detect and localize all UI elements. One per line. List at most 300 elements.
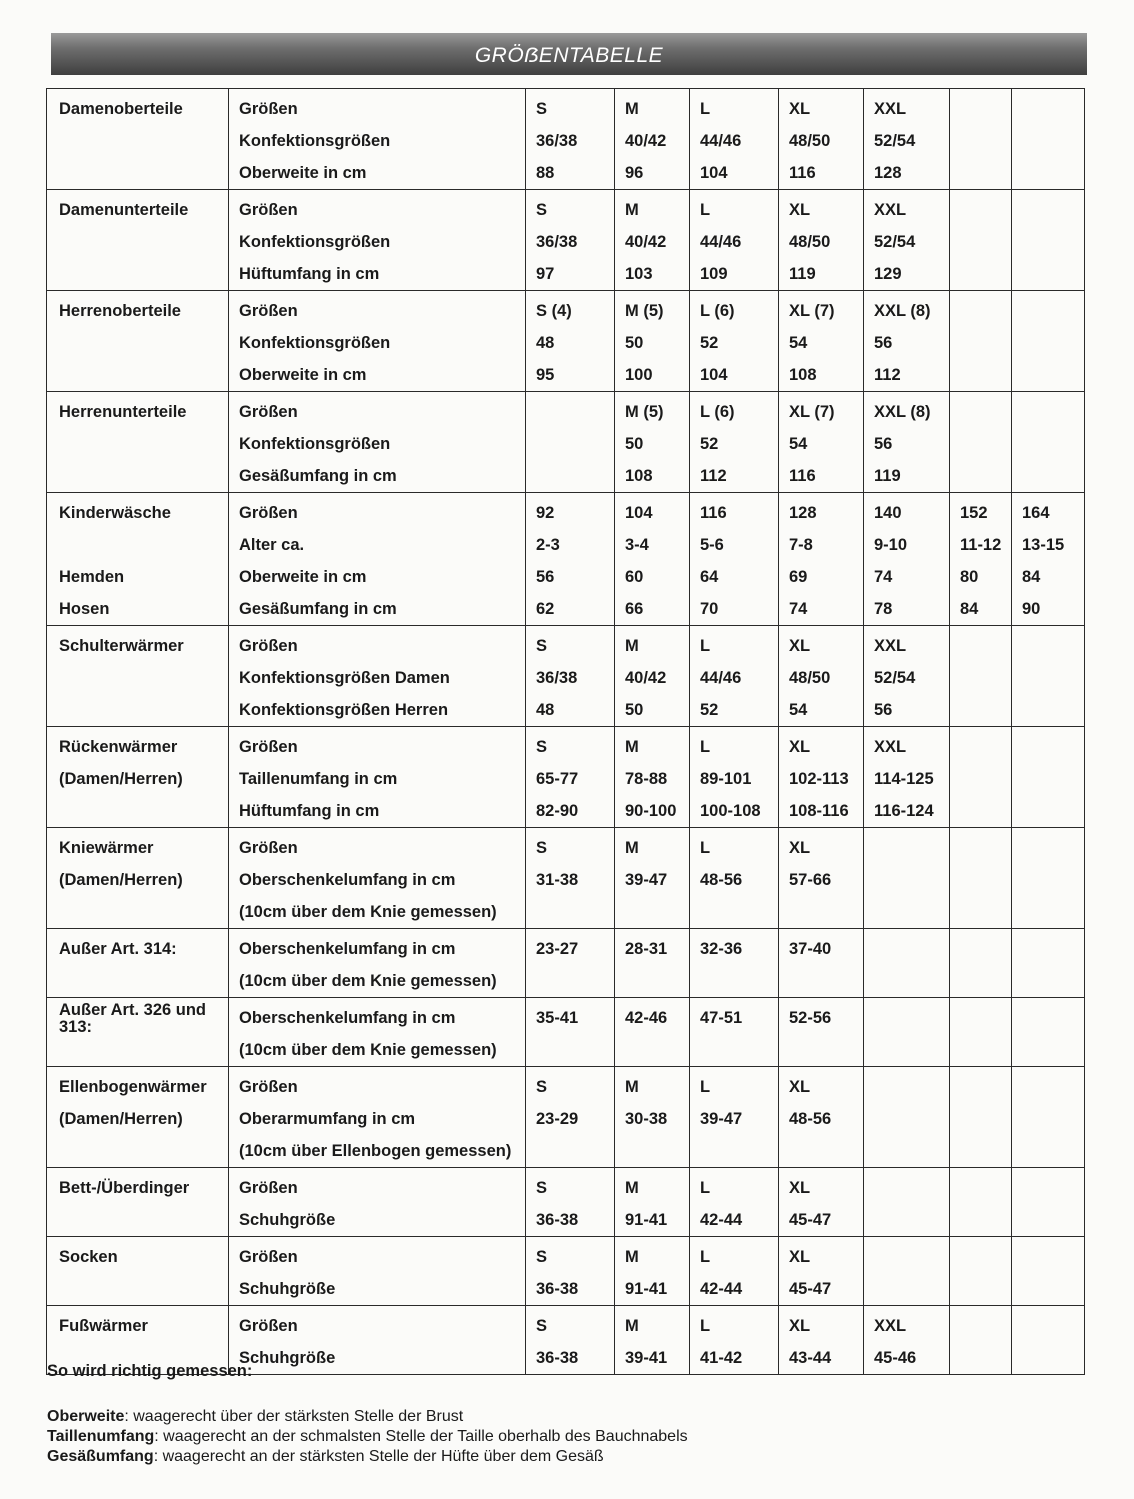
size-value: 108 — [789, 366, 817, 384]
size-value — [536, 965, 606, 997]
size-value: 48/50 — [789, 669, 831, 687]
size-value: 102-113 — [789, 770, 849, 788]
size-value: 48/50 — [789, 233, 831, 251]
size-value: 164 — [1022, 504, 1050, 522]
size-value-cell — [950, 828, 1012, 929]
size-value-cell — [690, 190, 779, 291]
size-value: M — [625, 201, 639, 219]
size-value: 152 — [960, 504, 988, 522]
size-value: XL — [789, 1317, 811, 1335]
size-value — [960, 694, 1003, 726]
size-value: S — [536, 839, 548, 857]
category-label — [59, 359, 220, 391]
measure-label: (10cm über dem Knie gemessen) — [239, 972, 497, 990]
size-value: XL (7) — [789, 403, 835, 421]
size-value: 44/46 — [700, 233, 742, 251]
size-value — [874, 1103, 941, 1135]
category-label: Kniewärmer — [59, 839, 154, 857]
category-label — [59, 327, 220, 359]
size-section-row — [47, 727, 1085, 828]
size-section-row — [47, 190, 1085, 291]
size-value — [1022, 1071, 1076, 1103]
size-value: 40/42 — [625, 132, 667, 150]
size-value: XXL — [874, 201, 907, 219]
size-value — [625, 1135, 681, 1167]
size-value — [874, 1241, 941, 1273]
size-value-cell — [1012, 493, 1085, 626]
size-value — [1022, 630, 1076, 662]
size-value-cell — [690, 626, 779, 727]
size-value: 128 — [789, 504, 817, 522]
size-value — [960, 428, 1003, 460]
size-value-cell — [615, 1237, 690, 1306]
size-value-cell — [526, 493, 615, 626]
size-value: 119 — [789, 265, 816, 283]
size-value — [1022, 864, 1076, 896]
size-value-cell — [615, 626, 690, 727]
measure-label-cell — [229, 493, 526, 626]
size-value-cell — [1012, 1237, 1085, 1306]
size-section-row — [47, 998, 1085, 1067]
size-value — [874, 1002, 941, 1034]
measure-label: Konfektionsgrößen Damen — [239, 669, 450, 687]
size-value — [960, 258, 1003, 290]
size-value: 108-116 — [789, 802, 849, 820]
category-label — [59, 460, 220, 492]
size-value-cell — [864, 392, 950, 493]
size-value-cell — [950, 392, 1012, 493]
size-value: XXL — [874, 100, 907, 118]
size-value: 91-41 — [625, 1280, 668, 1298]
size-value-cell — [1012, 190, 1085, 291]
size-value-cell — [690, 1237, 779, 1306]
size-value — [1022, 694, 1076, 726]
size-value: 109 — [700, 265, 728, 283]
size-value — [1022, 731, 1076, 763]
measure-label: Konfektionsgrößen — [239, 435, 391, 453]
size-value: 2-3 — [536, 536, 560, 554]
size-value — [1022, 896, 1076, 928]
size-value — [625, 896, 681, 928]
size-value: 44/46 — [700, 132, 742, 150]
size-value-cell — [690, 89, 779, 190]
category-label: Schulterwärmer — [59, 637, 184, 655]
size-value — [1022, 258, 1076, 290]
size-value — [960, 1310, 1003, 1342]
measure-label: Oberweite in cm — [239, 164, 367, 182]
measure-label: (10cm über dem Knie gemessen) — [239, 903, 497, 921]
category-label: Damenoberteile — [59, 100, 183, 118]
size-value-cell — [1012, 929, 1085, 998]
size-value: 48/50 — [789, 132, 831, 150]
size-value: 116 — [700, 504, 727, 522]
size-value: 36-38 — [536, 1280, 579, 1298]
size-value: S — [536, 1179, 548, 1197]
size-value-cell — [779, 1067, 864, 1168]
size-value — [960, 896, 1003, 928]
category-label: (Damen/Herren) — [59, 871, 183, 889]
size-value — [1022, 460, 1076, 492]
size-value — [1022, 295, 1076, 327]
size-value: L (6) — [700, 403, 735, 421]
size-value: S — [536, 1317, 548, 1335]
size-section-row — [47, 929, 1085, 998]
size-value — [1022, 933, 1076, 965]
measure-label: Oberarmumfang in cm — [239, 1110, 416, 1128]
size-value — [536, 396, 606, 428]
size-value — [1022, 125, 1076, 157]
size-value-cell — [779, 929, 864, 998]
category-label: Damenunterteile — [59, 201, 189, 219]
category-label — [59, 226, 220, 258]
measure-label: Oberweite in cm — [239, 568, 367, 586]
size-value-cell — [526, 998, 615, 1067]
category-label — [59, 428, 220, 460]
size-value: 54 — [789, 435, 808, 453]
size-value: XXL (8) — [874, 403, 931, 421]
size-value: 56 — [874, 701, 893, 719]
size-value: M — [625, 100, 639, 118]
measure-label: Konfektionsgrößen — [239, 233, 391, 251]
size-value: 31-38 — [536, 871, 579, 889]
size-value: XL (7) — [789, 302, 835, 320]
measure-label: (10cm über dem Knie gemessen) — [239, 1041, 497, 1059]
size-value — [536, 896, 606, 928]
size-value: 91-41 — [625, 1211, 668, 1229]
size-value-cell — [779, 493, 864, 626]
size-value — [536, 1034, 606, 1066]
category-cell — [47, 291, 229, 392]
size-value: XL — [789, 1248, 811, 1266]
measure-label-cell — [229, 929, 526, 998]
size-value: XL — [789, 1078, 811, 1096]
size-value-cell — [779, 89, 864, 190]
size-value: 56 — [874, 334, 893, 352]
size-value — [700, 896, 770, 928]
size-value: L — [700, 100, 711, 118]
size-table — [46, 88, 1085, 1375]
size-value: XL — [789, 738, 811, 756]
measure-label: Größen — [239, 403, 298, 421]
size-value — [874, 1071, 941, 1103]
size-value — [960, 1103, 1003, 1135]
size-value: 23-29 — [536, 1110, 579, 1128]
size-section-row — [47, 1067, 1085, 1168]
size-value-cell — [526, 291, 615, 392]
measure-label: Größen — [239, 100, 298, 118]
measure-label: Konfektionsgrößen — [239, 132, 391, 150]
size-value-cell — [864, 828, 950, 929]
category-label: Fußwärmer — [59, 1317, 148, 1335]
size-value — [789, 1034, 855, 1066]
measure-label-cell — [229, 190, 526, 291]
size-value — [960, 1172, 1003, 1204]
size-value-cell — [779, 998, 864, 1067]
size-value: 95 — [536, 366, 555, 384]
size-value: M — [625, 1078, 639, 1096]
size-value: 119 — [874, 467, 901, 485]
size-value-cell — [864, 626, 950, 727]
size-value: 69 — [789, 568, 808, 586]
size-value: XXL (8) — [874, 302, 931, 320]
size-value: 36-38 — [536, 1211, 579, 1229]
size-value — [960, 832, 1003, 864]
category-label — [59, 157, 220, 189]
size-section-row — [47, 626, 1085, 727]
size-value: 35-41 — [536, 1009, 579, 1027]
size-table-body — [47, 89, 1085, 1375]
size-value: 45-47 — [789, 1280, 832, 1298]
size-value — [700, 1034, 770, 1066]
size-value: 42-46 — [625, 1009, 668, 1027]
size-value: S — [536, 1248, 548, 1266]
size-value: S — [536, 100, 548, 118]
measure-label: Größen — [239, 504, 298, 522]
size-value-cell — [526, 190, 615, 291]
size-value: 32-36 — [700, 940, 743, 958]
size-value: 9-10 — [874, 536, 908, 554]
measure-label: Größen — [239, 1078, 298, 1096]
size-value — [625, 965, 681, 997]
size-value: 88 — [536, 164, 555, 182]
measuring-notes — [47, 1362, 1047, 1467]
size-value — [1022, 428, 1076, 460]
size-value: M — [625, 839, 639, 857]
category-label: Rückenwärmer — [59, 738, 178, 756]
category-label — [59, 529, 220, 561]
size-value: 50 — [625, 435, 644, 453]
size-value: S — [536, 201, 548, 219]
size-value: 11-12 — [960, 536, 1002, 554]
measure-label-cell — [229, 1067, 526, 1168]
size-value: 84 — [960, 600, 979, 618]
category-label — [59, 125, 220, 157]
measure-label: Schuhgröße — [239, 1349, 336, 1367]
size-value: 112 — [874, 366, 901, 384]
size-value: XL — [789, 839, 811, 857]
size-value-cell — [615, 392, 690, 493]
category-label: Ellenbogenwärmer — [59, 1078, 207, 1096]
size-value: 39-47 — [700, 1110, 743, 1128]
size-value: 84 — [1022, 568, 1041, 586]
size-value-cell — [1012, 392, 1085, 493]
size-value-cell — [864, 998, 950, 1067]
size-value: 74 — [789, 600, 808, 618]
size-value: 78-88 — [625, 770, 668, 788]
category-label: Herrenoberteile — [59, 302, 181, 320]
size-value-cell — [779, 828, 864, 929]
size-value — [960, 396, 1003, 428]
size-value — [960, 662, 1003, 694]
size-value-cell — [864, 929, 950, 998]
size-section-row — [47, 1168, 1085, 1237]
size-value: 57-66 — [789, 871, 832, 889]
size-value — [1022, 1204, 1076, 1236]
size-value: 52/54 — [874, 132, 916, 150]
size-value — [625, 1034, 681, 1066]
size-value — [700, 965, 770, 997]
size-value-cell — [779, 727, 864, 828]
size-value: 97 — [536, 265, 555, 283]
size-value: 36/38 — [536, 233, 578, 251]
size-value-cell — [864, 727, 950, 828]
size-value: 36/38 — [536, 669, 578, 687]
size-value-cell — [526, 727, 615, 828]
measure-label: Größen — [239, 201, 298, 219]
size-value: 54 — [789, 334, 808, 352]
size-value: 60 — [625, 568, 644, 586]
category-label — [59, 694, 220, 726]
size-value: S — [536, 637, 548, 655]
size-value: M — [625, 637, 639, 655]
category-label: Außer Art. 326 und 313: — [59, 1002, 206, 1036]
size-value — [960, 933, 1003, 965]
size-value: L — [700, 1248, 711, 1266]
measure-label: Größen — [239, 637, 298, 655]
size-value: 90-100 — [625, 802, 677, 820]
size-value — [960, 327, 1003, 359]
size-value — [1022, 965, 1076, 997]
size-value: 116 — [789, 467, 816, 485]
size-value: 112 — [700, 467, 727, 485]
measure-label-cell — [229, 1237, 526, 1306]
size-value — [960, 795, 1003, 827]
category-cell — [47, 1237, 229, 1306]
size-value: XL — [789, 100, 811, 118]
measure-label: Größen — [239, 1179, 298, 1197]
size-value-cell — [1012, 626, 1085, 727]
category-label — [59, 662, 220, 694]
size-value — [1022, 327, 1076, 359]
size-value — [960, 1135, 1003, 1167]
definition-list — [47, 1407, 1047, 1467]
size-value: 114-125 — [874, 770, 934, 788]
size-value-cell — [526, 89, 615, 190]
size-value-cell — [615, 1067, 690, 1168]
size-value-cell — [690, 828, 779, 929]
category-label: Kinderwäsche — [59, 504, 171, 522]
size-value: L — [700, 1078, 711, 1096]
size-value: 62 — [536, 600, 555, 618]
measure-label: Größen — [239, 302, 298, 320]
size-value-cell — [526, 1067, 615, 1168]
size-value: 28-31 — [625, 940, 668, 958]
size-value: S — [536, 1078, 548, 1096]
size-value — [1022, 1172, 1076, 1204]
size-value-cell — [950, 626, 1012, 727]
size-value-cell — [690, 998, 779, 1067]
notes-heading: So wird richtig gemessen: — [47, 1362, 253, 1380]
size-value: 56 — [874, 435, 893, 453]
size-value: 90 — [1022, 600, 1041, 618]
size-value-cell — [779, 626, 864, 727]
category-cell — [47, 1067, 229, 1168]
size-value — [1022, 832, 1076, 864]
size-value — [1022, 1241, 1076, 1273]
category-cell — [47, 493, 229, 626]
size-value: 41-42 — [700, 1349, 743, 1367]
size-value-cell — [690, 493, 779, 626]
size-value-cell — [950, 291, 1012, 392]
size-value-cell — [864, 190, 950, 291]
category-cell — [47, 727, 229, 828]
size-value: L — [700, 1179, 711, 1197]
size-value: XL — [789, 637, 811, 655]
size-value: XXL — [874, 1317, 907, 1335]
size-value-cell — [526, 1237, 615, 1306]
size-value: 65-77 — [536, 770, 579, 788]
measure-label: (10cm über Ellenbogen gemessen) — [239, 1142, 512, 1160]
size-value: 52-56 — [789, 1009, 832, 1027]
size-value-cell — [864, 1237, 950, 1306]
size-value: 140 — [874, 504, 902, 522]
size-value — [874, 832, 941, 864]
category-label: Socken — [59, 1248, 118, 1266]
size-value — [874, 933, 941, 965]
size-value: 78 — [874, 600, 893, 618]
size-value — [960, 763, 1003, 795]
size-value — [874, 1135, 941, 1167]
size-value-cell — [864, 493, 950, 626]
size-value: 30-38 — [625, 1110, 668, 1128]
size-value-cell — [864, 1067, 950, 1168]
size-value: 36-38 — [536, 1349, 579, 1367]
size-value: 42-44 — [700, 1280, 743, 1298]
size-value-cell — [864, 89, 950, 190]
size-value: 52/54 — [874, 233, 916, 251]
measure-label-cell — [229, 89, 526, 190]
size-value: 104 — [625, 504, 653, 522]
size-value — [874, 896, 941, 928]
size-value: 64 — [700, 568, 719, 586]
size-value — [1022, 1273, 1076, 1305]
size-value: 48-56 — [700, 871, 743, 889]
size-value-cell — [690, 291, 779, 392]
size-value — [1022, 662, 1076, 694]
size-value-cell — [526, 626, 615, 727]
size-value: 52 — [700, 701, 719, 719]
size-value — [536, 1135, 606, 1167]
size-value: M — [625, 1179, 639, 1197]
size-section-row — [47, 1237, 1085, 1306]
size-value — [960, 226, 1003, 258]
size-value — [1022, 1135, 1076, 1167]
size-value: M — [625, 1317, 639, 1335]
size-value — [960, 125, 1003, 157]
measure-label: Hüftumfang in cm — [239, 802, 380, 820]
size-value — [1022, 93, 1076, 125]
size-value — [960, 1071, 1003, 1103]
size-value — [960, 157, 1003, 189]
size-value: 45-46 — [874, 1349, 917, 1367]
size-value: 56 — [536, 568, 555, 586]
size-value — [960, 93, 1003, 125]
measure-label: Gesäßumfang in cm — [239, 467, 397, 485]
size-value-cell — [615, 929, 690, 998]
measure-label-cell — [229, 392, 526, 493]
category-label — [59, 965, 220, 997]
size-value: 103 — [625, 265, 653, 283]
size-value: 37-40 — [789, 940, 832, 958]
page-title: GRÖẞENTABELLE — [474, 44, 664, 67]
size-value-cell — [864, 1168, 950, 1237]
measure-label-cell — [229, 998, 526, 1067]
category-label — [59, 1273, 220, 1305]
measure-label: Größen — [239, 738, 298, 756]
size-value-cell — [690, 1067, 779, 1168]
size-value — [874, 1204, 941, 1236]
size-value — [960, 1034, 1003, 1066]
